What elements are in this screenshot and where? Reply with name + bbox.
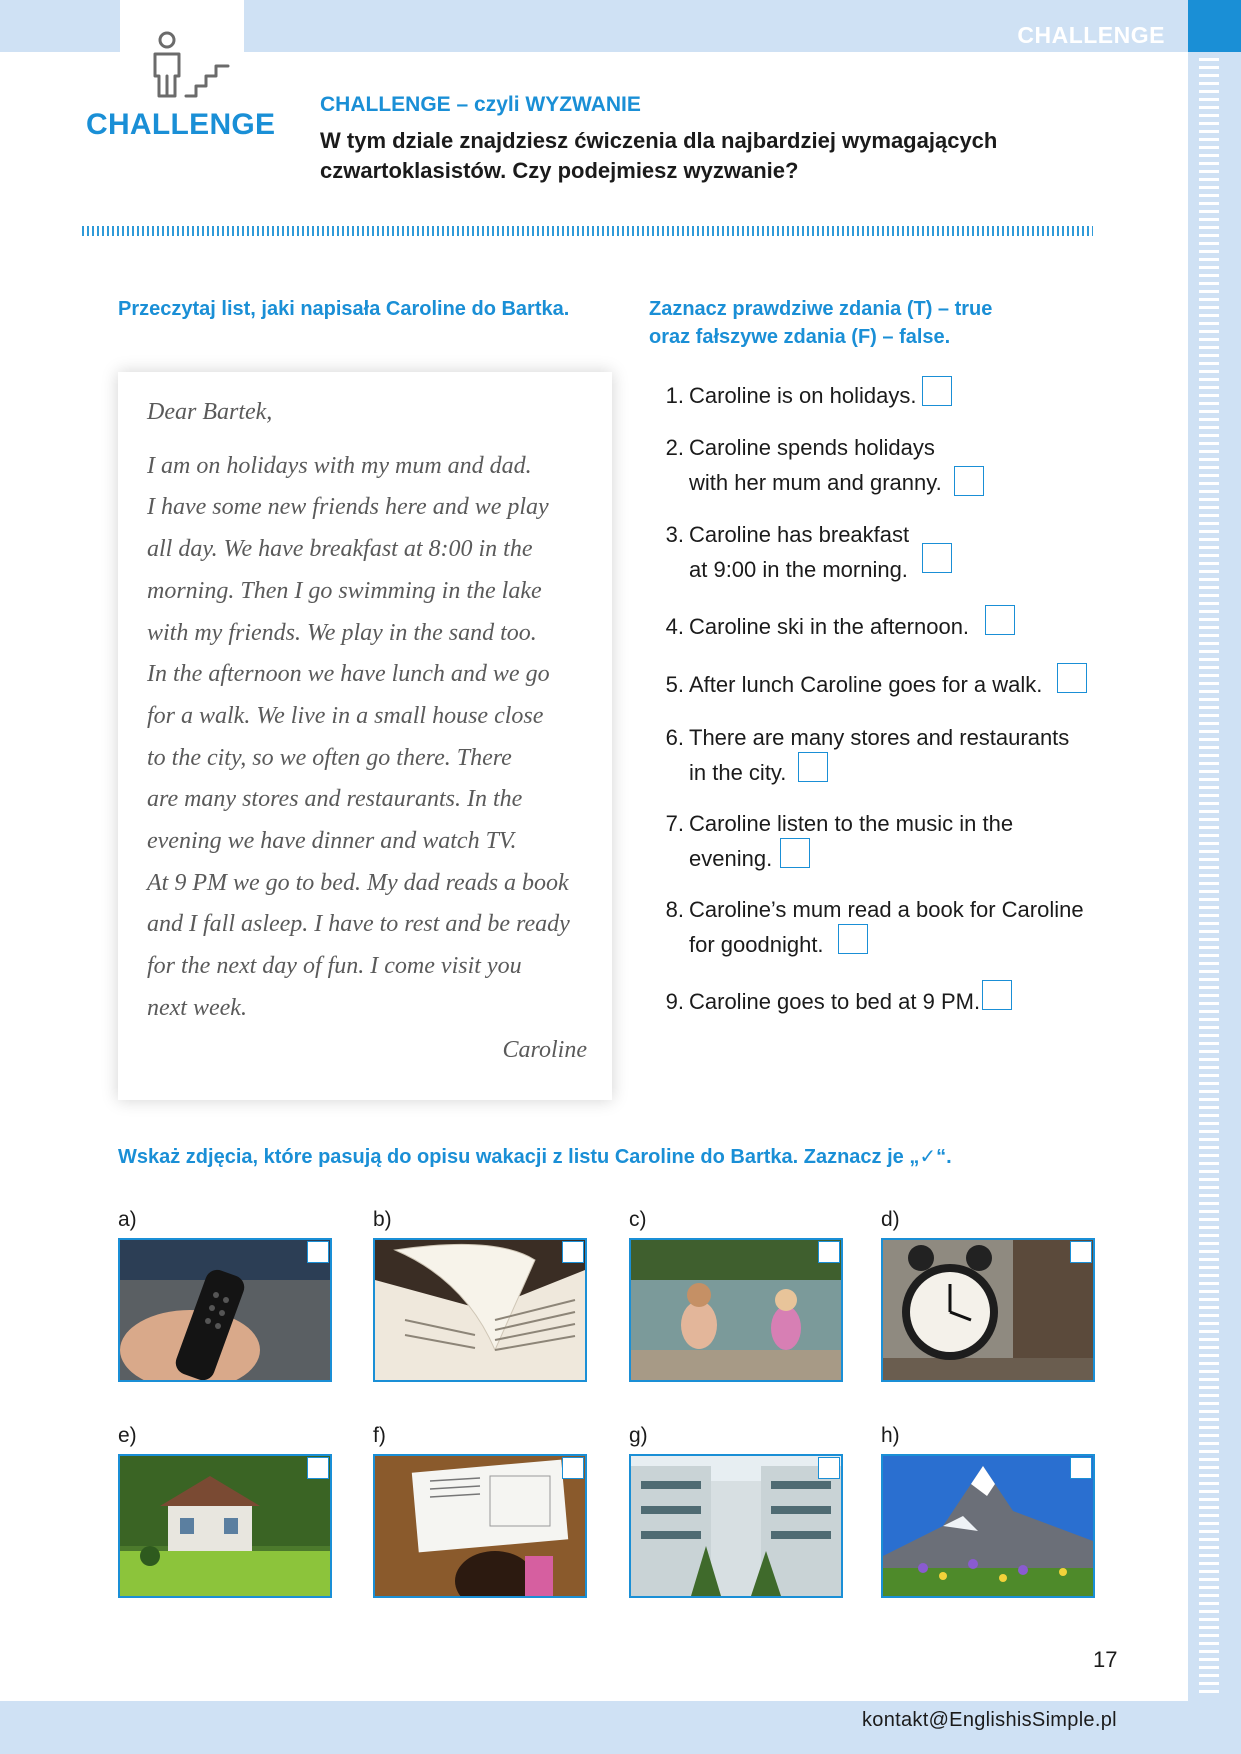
answer-checkbox[interactable]: [838, 924, 868, 954]
hotel-building-photo[interactable]: [629, 1454, 843, 1598]
photo-checkbox[interactable]: [1070, 1457, 1092, 1479]
item-text: at 9:00 in the morning.: [689, 557, 908, 582]
true-false-instruction: [649, 295, 1069, 351]
contact-email: kontakt@EnglishisSimple.pl: [862, 1709, 1117, 1731]
photo-label: d): [881, 1208, 900, 1231]
photo-label: b): [373, 1208, 392, 1231]
photo-label: a): [118, 1208, 137, 1231]
item-number: 6.: [665, 725, 684, 750]
item-text: with her mum and granny.: [689, 470, 942, 495]
letter-greeting: Dear Bartek,: [147, 399, 273, 425]
photo-label: f): [373, 1424, 386, 1447]
photo-checkbox[interactable]: [818, 1457, 840, 1479]
item-text: Caroline listen to the music in the: [689, 811, 1014, 836]
children-at-lake-photo[interactable]: [629, 1238, 843, 1382]
photo-checkbox[interactable]: [307, 1457, 329, 1479]
letter-line: for a walk. We live in a small house close: [147, 702, 544, 729]
item-number: 9.: [665, 989, 684, 1014]
corner-accent-square: [1188, 0, 1241, 52]
photo-checkbox[interactable]: [307, 1241, 329, 1263]
true-false-instruction-line: Zaznacz prawdziwe zdania (T) – true: [649, 298, 993, 320]
letter-line: with my friends. We play in the sand too.: [147, 619, 537, 646]
answer-checkbox[interactable]: [798, 752, 828, 782]
item-number: 1.: [665, 383, 684, 408]
letter-line: and I fall asleep. I have to rest and be ready: [147, 911, 570, 938]
photo-checkbox[interactable]: [562, 1457, 584, 1479]
letter-line: for the next day of fun. I come visit you: [147, 953, 522, 980]
right-stripes: [1199, 58, 1219, 1698]
item-text: Caroline goes to bed at 9 PM.: [689, 989, 981, 1014]
mountain-flowers-photo[interactable]: [881, 1454, 1095, 1598]
photo-checkbox[interactable]: [1070, 1241, 1092, 1263]
item-text: in the city.: [689, 760, 787, 785]
dotted-divider: [82, 226, 1093, 236]
item-text: Caroline is on holidays.: [689, 383, 917, 408]
person-stairs-icon: [148, 30, 238, 100]
item-number: 3.: [665, 522, 684, 547]
item-text: After lunch Caroline goes for a walk.: [689, 672, 1043, 697]
corner-section-label: CHALLENGE: [1017, 22, 1165, 48]
letter-line: next week.: [147, 994, 247, 1021]
letter-signature: Caroline: [502, 1036, 587, 1063]
letter-line: I am on holidays with my mum and dad.: [147, 452, 532, 479]
letter-line: evening we have dinner and watch TV.: [147, 828, 517, 855]
item-text: evening.: [689, 846, 773, 871]
letter-line: are many stores and restaurants. In the: [147, 786, 523, 813]
photo-label: g): [629, 1424, 648, 1447]
item-text: Caroline ski in the afternoon.: [689, 614, 970, 639]
tv-remote-photo[interactable]: [118, 1238, 332, 1382]
section-title: CHALLENGE – czyli WYZWANIE: [320, 93, 641, 116]
letter-line: At 9 PM we go to bed. My dad reads a book: [147, 869, 569, 896]
item-text: Caroline spends holidays: [689, 435, 935, 460]
reading-instruction: Przeczytaj list, jaki napisała Caroline do Bartka.: [118, 298, 570, 320]
item-number: 2.: [665, 435, 684, 460]
photos-instruction: Wskaż zdjęcia, które pasują do opisu wakacji z listu Caroline do Bartka. Zaznacz je „✓“.: [118, 1146, 952, 1168]
answer-checkbox[interactable]: [1057, 663, 1087, 693]
alarm-clock-photo[interactable]: [881, 1238, 1095, 1382]
true-false-instruction-line: oraz fałszywe zdania (F) – false.: [649, 326, 951, 348]
photo-label: h): [881, 1424, 900, 1447]
answer-checkbox[interactable]: [922, 543, 952, 573]
open-book-photo[interactable]: [373, 1238, 587, 1382]
child-drawing-photo[interactable]: [373, 1454, 587, 1598]
section-description: W tym dziale znajdziesz ćwiczenia dla najbardziej wymagających czwartoklasistów. Czy podejmiesz wyzwanie?: [320, 128, 998, 183]
item-text: Caroline has breakfast: [689, 522, 910, 547]
photo-checkbox[interactable]: [818, 1241, 840, 1263]
letter-line: to the city, so we often go there. There: [147, 744, 512, 771]
item-number: 4.: [665, 614, 684, 639]
challenge-logo-text: CHALLENGE: [86, 108, 276, 141]
item-number: 8.: [665, 897, 684, 922]
item-number: 5.: [665, 672, 684, 697]
letter-line: all day. We have breakfast at 8:00 in the: [147, 536, 533, 563]
item-text: for goodnight.: [689, 932, 824, 957]
answer-checkbox[interactable]: [982, 980, 1012, 1010]
letter-line: I have some new friends here and we play: [147, 494, 549, 521]
item-text: Caroline’s mum read a book for Caroline: [689, 897, 1084, 922]
photo-checkbox[interactable]: [562, 1241, 584, 1263]
letter-card: [118, 372, 612, 1100]
page-number: 17: [1093, 1647, 1118, 1672]
answer-checkbox[interactable]: [922, 376, 952, 406]
item-text: There are many stores and restaurants: [689, 725, 1070, 750]
item-number: 7.: [665, 811, 684, 836]
letter-line: In the afternoon we have lunch and we go: [147, 661, 550, 688]
letter-line: morning. Then I go swimming in the lake: [147, 577, 542, 604]
answer-checkbox[interactable]: [985, 605, 1015, 635]
photo-label: c): [629, 1208, 647, 1231]
photo-label: e): [118, 1424, 137, 1447]
letter-body: [147, 392, 587, 1071]
answer-checkbox[interactable]: [780, 838, 810, 868]
answer-checkbox[interactable]: [954, 466, 984, 496]
small-house-photo[interactable]: [118, 1454, 332, 1598]
